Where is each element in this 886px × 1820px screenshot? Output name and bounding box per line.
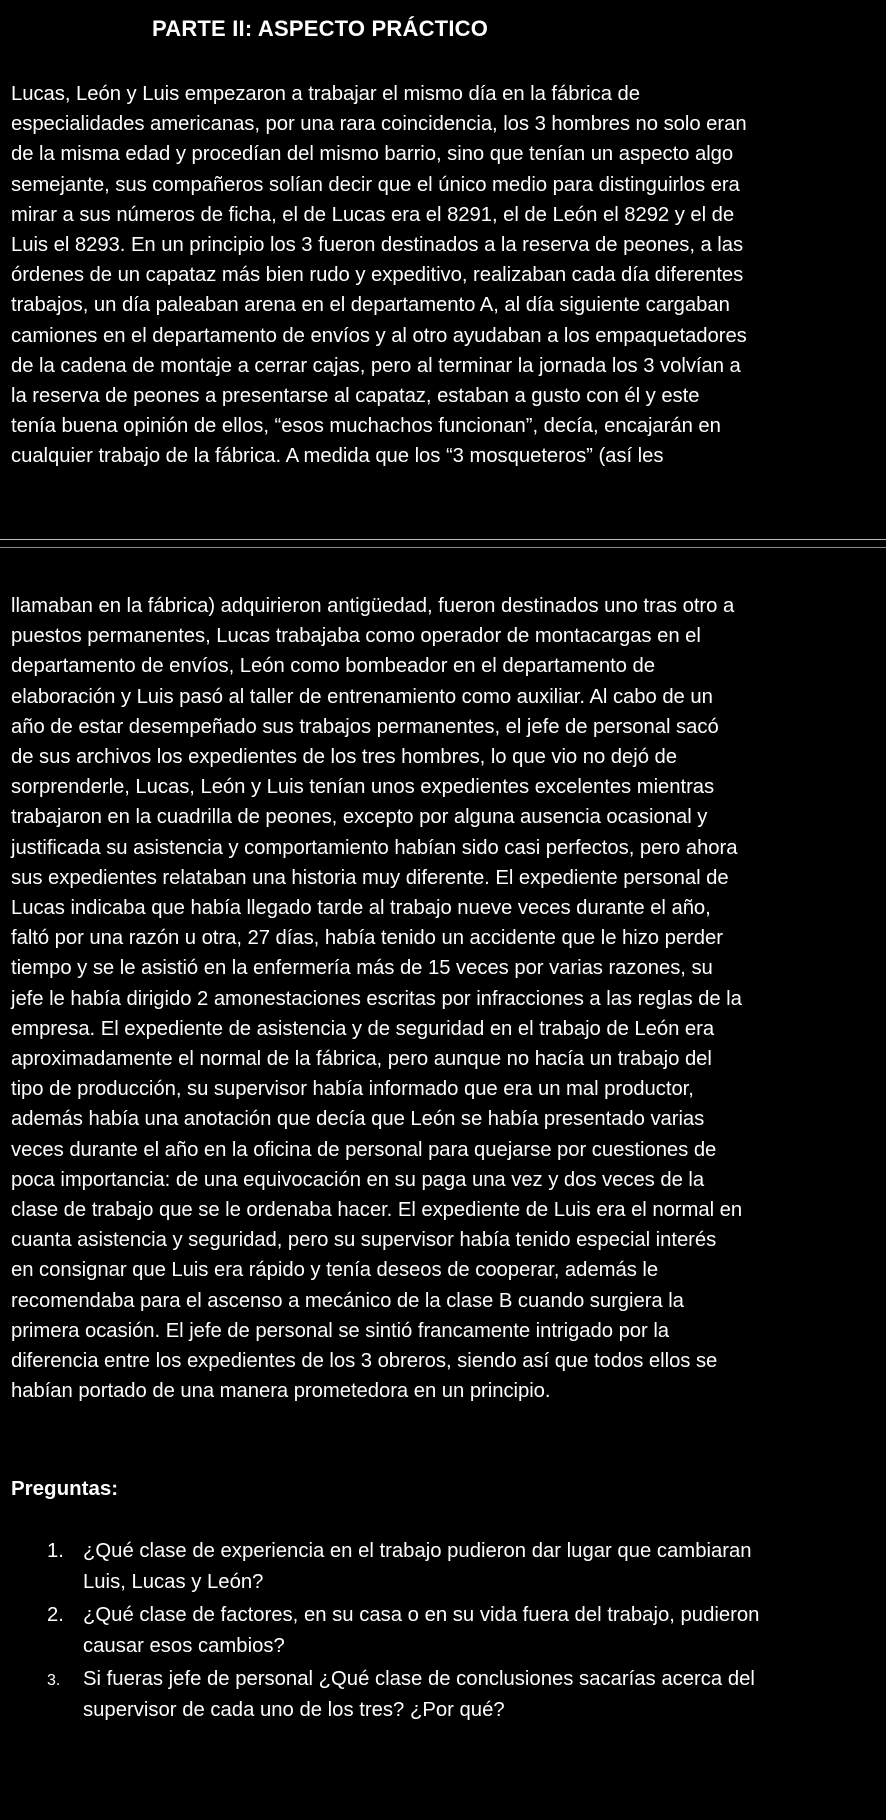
paragraph-line: justificada su asistencia y comportamiento habían sido casi perfectos, pero ahora bbox=[11, 836, 738, 859]
paragraph-line: mirar a sus números de ficha, el de Lucas era el 8291, el de León el 8292 y el de bbox=[11, 203, 735, 226]
section-title: PARTE II: ASPECTO PRÁCTICO bbox=[152, 16, 489, 41]
paragraph-line: empresa. El expediente de asistencia y de seguridad en el trabajo de León era bbox=[11, 1017, 715, 1040]
question-line: Luis, Lucas y León? bbox=[83, 1570, 264, 1593]
paragraph-line: aproximadamente el normal de la fábrica, pero aunque no hacía un trabajo del bbox=[11, 1048, 712, 1071]
page-divider-bottom bbox=[0, 547, 886, 548]
paragraph-line: de la misma edad y procedían del mismo barrio, sino que tenían un aspecto algo bbox=[11, 143, 734, 166]
page-divider-top bbox=[0, 539, 886, 540]
paragraph-line: sus expedientes relataban una historia muy diferente. El expediente personal de bbox=[11, 866, 729, 889]
paragraph-line: puestos permanentes, Lucas trabajaba como operador de montacargas en el bbox=[11, 625, 701, 648]
paragraph-line: de la cadena de montaje a cerrar cajas, pero al terminar la jornada los 3 volvían a bbox=[11, 354, 741, 377]
paragraph-line: en consignar que Luis era rápido y tenía deseos de cooperar, además le bbox=[11, 1259, 659, 1282]
paragraph-line: tipo de producción, su supervisor había informado que era un mal productor, bbox=[11, 1078, 694, 1101]
paragraph-line: departamento de envíos, León como bombeador en el departamento de bbox=[11, 655, 655, 678]
question-line: ¿Qué clase de experiencia en el trabajo pudieron dar lugar que cambiaran bbox=[83, 1540, 752, 1562]
question-text bbox=[83, 1600, 759, 1661]
question-item bbox=[0, 1664, 886, 1728]
question-line: ¿Qué clase de factores, en su casa o en su vida fuera del trabajo, pudieron bbox=[83, 1604, 760, 1626]
paragraph-line: año de estar desempeñado sus trabajos permanentes, el jefe de personal sacó bbox=[11, 715, 719, 738]
paragraph-line: trabajaron en la cuadrilla de peones, excepto por alguna ausencia ocasional y bbox=[11, 806, 708, 829]
question-number: 1. bbox=[47, 1540, 64, 1562]
question-line: causar esos cambios? bbox=[83, 1634, 285, 1657]
paragraph-line: habían portado de una manera prometedora en un principio. bbox=[11, 1380, 551, 1403]
paragraph-line: clase de trabajo que se le ordenaba hacer. El expediente de Luis era el normal en bbox=[11, 1199, 743, 1222]
paragraph-line: de sus archivos los expedientes de los tres hombres, lo que vio no dejó de bbox=[11, 746, 677, 769]
paragraph-line: llamaban en la fábrica) adquirieron antigüedad, fueron destinados uno tras otro a bbox=[11, 595, 735, 617]
paragraph-line: Lucas indicaba que había llegado tarde al trabajo nueve veces durante el año, bbox=[11, 897, 711, 920]
paragraph-line: órdenes de un capataz más bien rudo y expeditivo, realizaban cada día diferentes bbox=[11, 264, 744, 287]
paragraph-line: poca importancia: de una equivocación en su paga una vez y dos veces de la bbox=[11, 1168, 705, 1191]
question-number: 3. bbox=[47, 1672, 61, 1689]
question-item bbox=[0, 1536, 886, 1600]
paragraph-line: además había una anotación que decía que León se había presentado varias bbox=[11, 1108, 705, 1131]
paragraph-line: recomendaba para el ascenso a mecánico de la clase B cuando surgiera la bbox=[11, 1289, 684, 1312]
paragraph-line: jefe le había dirigido 2 amonestaciones escritas por infracciones a las reglas de la bbox=[11, 987, 742, 1010]
paragraph-line: veces durante el año en la oficina de personal para quejarse por cuestiones de bbox=[11, 1138, 717, 1161]
paragraph-line: especialidades americanas, por una rara coincidencia, los 3 hombres no solo eran bbox=[11, 113, 747, 136]
paragraph-line: sorprenderle, Lucas, León y Luis tenían unos expedientes excelentes mientras bbox=[11, 776, 715, 799]
paragraph-line: Luis el 8293. En un principio los 3 fueron destinados a la reserva de peones, a las bbox=[11, 234, 744, 257]
paragraph-line: trabajos, un día paleaban arena en el departamento A, al día siguiente cargaban bbox=[11, 294, 730, 317]
paragraph-line: tenía buena opinión de ellos, “esos muchachos funcionan”, decía, encajarán en bbox=[11, 415, 721, 438]
paragraph-line: primera ocasión. El jefe de personal se sintió francamente intrigado por la bbox=[11, 1319, 670, 1342]
paragraph-line: cualquier trabajo de la fábrica. A medida que los “3 mosqueteros” (así les bbox=[11, 445, 664, 468]
paragraph-line: cuanta asistencia y seguridad, pero su supervisor había tenido especial interés bbox=[11, 1229, 717, 1252]
paragraph-line: Lucas, León y Luis empezaron a trabajar el mismo día en la fábrica de bbox=[11, 83, 641, 105]
questions-heading: Preguntas: bbox=[11, 1477, 119, 1500]
paragraph-line: faltó por una razón u otra, 27 días, había tenido un accidente que le hizo perder bbox=[11, 927, 723, 950]
question-text bbox=[83, 1664, 755, 1725]
case-paragraph-1 bbox=[11, 79, 886, 472]
paragraph-line: la reserva de peones a presentarse al capataz, estaban a gusto con él y este bbox=[11, 385, 700, 408]
paragraph-line: tiempo y se le asistió en la enfermería más de 15 veces por varias razones, su bbox=[11, 957, 713, 980]
question-number: 2. bbox=[47, 1604, 64, 1626]
paragraph-line: diferencia entre los expedientes de los 3 obreros, siendo así que todos ellos se bbox=[11, 1350, 718, 1373]
paragraph-line: camiones en el departamento de envíos y al otro ayudaban a los empaquetadores bbox=[11, 324, 747, 347]
paragraph-line: elaboración y Luis pasó al taller de entrenamiento como auxiliar. Al cabo de un bbox=[11, 685, 713, 708]
questions-list bbox=[0, 1536, 886, 1728]
question-line: Si fueras jefe de personal ¿Qué clase de conclusiones sacarías acerca del bbox=[83, 1668, 755, 1690]
case-paragraph-2 bbox=[11, 591, 886, 1406]
question-item bbox=[0, 1600, 886, 1664]
question-line: supervisor de cada uno de los tres? ¿Por qué? bbox=[83, 1698, 505, 1721]
paragraph-line: semejante, sus compañeros solían decir que el único medio para distinguirlos era bbox=[11, 173, 740, 196]
question-text bbox=[83, 1536, 752, 1597]
